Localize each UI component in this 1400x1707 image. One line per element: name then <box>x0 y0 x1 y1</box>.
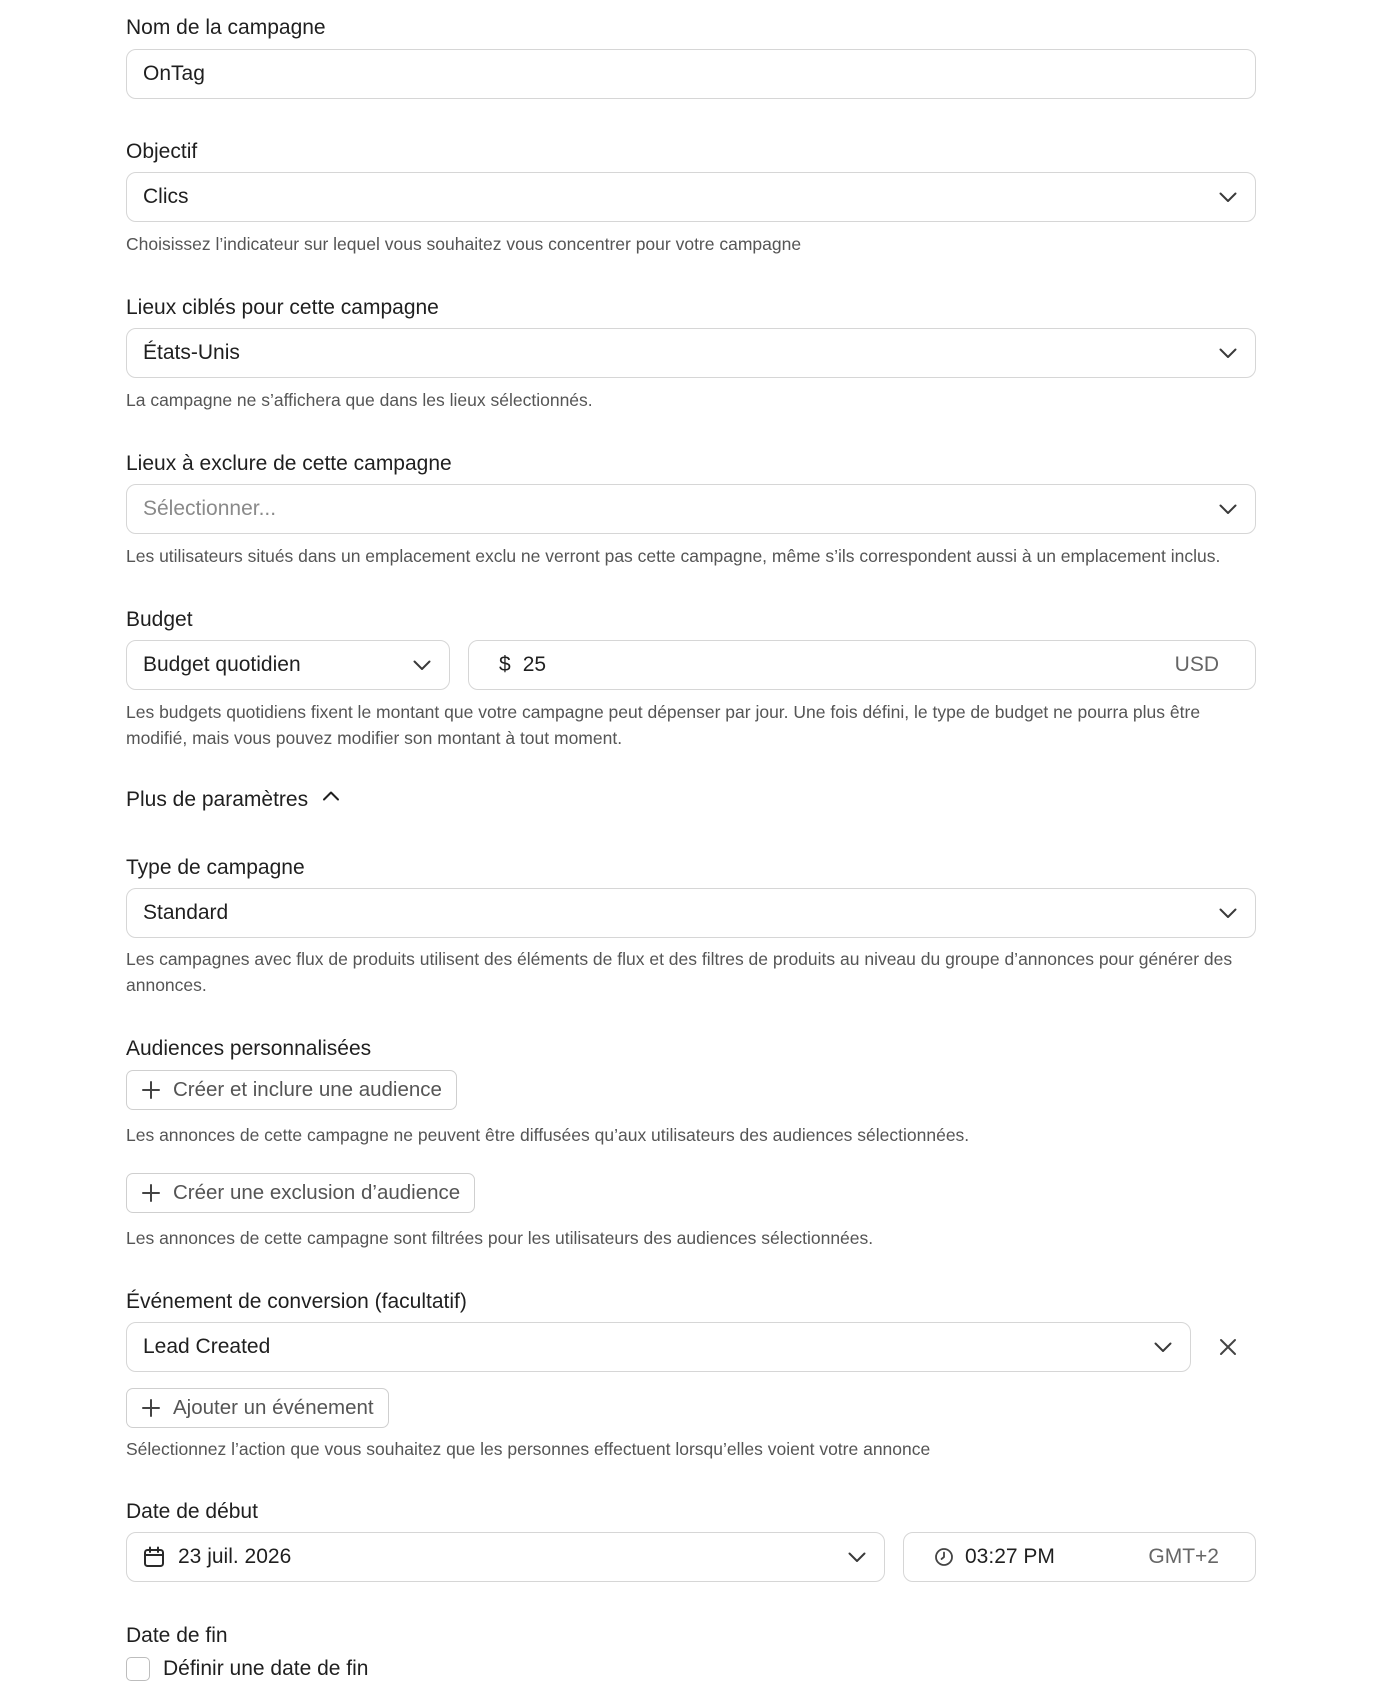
budget-amount-input[interactable] <box>468 640 1256 690</box>
campaign-type-value: Standard <box>143 901 229 924</box>
campaign-type-help: Les campagnes avec flux de produits utilisent des éléments de flux et des filtres de produits au niveau du groupe d’annonces pour générer des annonces. <box>126 949 1233 995</box>
start-date-select[interactable] <box>126 1532 885 1582</box>
include-audience-help: Les annonces de cette campagne ne peuvent être diffusées qu’aux utilisateurs des audiences sélectionnées. <box>126 1125 970 1145</box>
chevron-down-icon <box>1217 186 1239 208</box>
create-include-audience-label: Créer et inclure une audience <box>173 1078 442 1101</box>
end-date-checkbox-label: Définir une date de fin <box>163 1657 369 1680</box>
chevron-down-icon <box>846 1546 868 1568</box>
plus-icon <box>141 1183 161 1203</box>
create-exclude-audience-label: Créer une exclusion d’audience <box>173 1181 461 1204</box>
create-include-audience-button[interactable] <box>126 1070 457 1110</box>
budget-help: Les budgets quotidiens fixent le montant que votre campagne peut dépenser par jour. Une fois défini, le type de budget ne pourra plus être modifié, mais vous pouvez modifier son montant à tout moment. <box>126 702 1201 748</box>
close-icon[interactable] <box>1215 1334 1241 1360</box>
start-time-input[interactable] <box>903 1532 1256 1582</box>
budget-amount-value: 25 <box>522 653 547 676</box>
excluded-locations-placeholder: Sélectionner... <box>143 497 277 520</box>
start-time-value: 03:27 PM <box>965 1545 1055 1568</box>
end-date-checkbox[interactable] <box>126 1657 150 1681</box>
audiences-label: Audiences personnalisées <box>126 1037 372 1060</box>
add-event-button[interactable] <box>126 1388 389 1428</box>
clock-icon <box>934 1547 954 1567</box>
budget-label: Budget <box>126 608 193 631</box>
conversion-event-label: Événement de conversion (facultatif) <box>126 1290 467 1313</box>
start-date-label: Date de début <box>126 1500 258 1523</box>
objective-value: Clics <box>143 185 189 208</box>
exclude-audience-help: Les annonces de cette campagne sont filtrées pour les utilisateurs des audiences sélectionnées. <box>126 1228 874 1248</box>
end-date-checkbox-row[interactable] <box>126 1657 368 1681</box>
more-settings-label: Plus de paramètres <box>126 788 309 811</box>
timezone-label: GMT+2 <box>1148 1545 1219 1568</box>
chevron-down-icon <box>1152 1336 1174 1358</box>
campaign-type-label: Type de campagne <box>126 856 305 879</box>
excluded-locations-select[interactable] <box>126 484 1256 534</box>
chevron-down-icon <box>411 654 433 676</box>
budget-type-value: Budget quotidien <box>143 653 301 676</box>
conversion-event-select[interactable] <box>126 1322 1191 1372</box>
chevron-down-icon <box>1217 342 1239 364</box>
campaign-name-value: OnTag <box>143 62 205 85</box>
plus-icon <box>141 1080 161 1100</box>
campaign-type-select[interactable] <box>126 888 1256 938</box>
campaign-name-input[interactable] <box>126 49 1256 99</box>
conversion-event-help: Sélectionnez l’action que vous souhaitez que les personnes effectuent lorsqu’elles voient votre annonce <box>126 1439 931 1459</box>
target-locations-value: États-Unis <box>143 341 240 364</box>
currency-code: USD <box>1174 653 1219 676</box>
chevron-down-icon <box>1217 498 1239 520</box>
target-locations-label: Lieux ciblés pour cette campagne <box>126 296 439 319</box>
more-settings-toggle[interactable] <box>126 788 342 812</box>
end-date-label: Date de fin <box>126 1624 228 1647</box>
create-exclude-audience-button[interactable] <box>126 1173 475 1213</box>
conversion-event-value: Lead Created <box>143 1335 271 1358</box>
excluded-locations-help: Les utilisateurs situés dans un emplacement exclu ne verront pas cette campagne, même s’ils correspondent aussi à un emplacement inclus. <box>126 546 1221 566</box>
objective-label: Objectif <box>126 140 198 163</box>
chevron-up-icon <box>322 790 342 810</box>
excluded-locations-label: Lieux à exclure de cette campagne <box>126 452 452 475</box>
budget-type-select[interactable] <box>126 640 450 690</box>
target-locations-help: La campagne ne s’affichera que dans les lieux sélectionnés. <box>126 390 593 410</box>
calendar-icon <box>143 1546 165 1568</box>
add-event-label: Ajouter un événement <box>173 1396 374 1419</box>
chevron-down-icon <box>1217 902 1239 924</box>
objective-select[interactable] <box>126 172 1256 222</box>
currency-symbol: $ <box>499 653 511 676</box>
target-locations-select[interactable] <box>126 328 1256 378</box>
start-date-value: 23 juil. 2026 <box>178 1545 292 1568</box>
plus-icon <box>141 1398 161 1418</box>
campaign-name-label: Nom de la campagne <box>126 16 326 39</box>
objective-help: Choisissez l’indicateur sur lequel vous souhaitez vous concentrer pour votre campagne <box>126 234 802 254</box>
